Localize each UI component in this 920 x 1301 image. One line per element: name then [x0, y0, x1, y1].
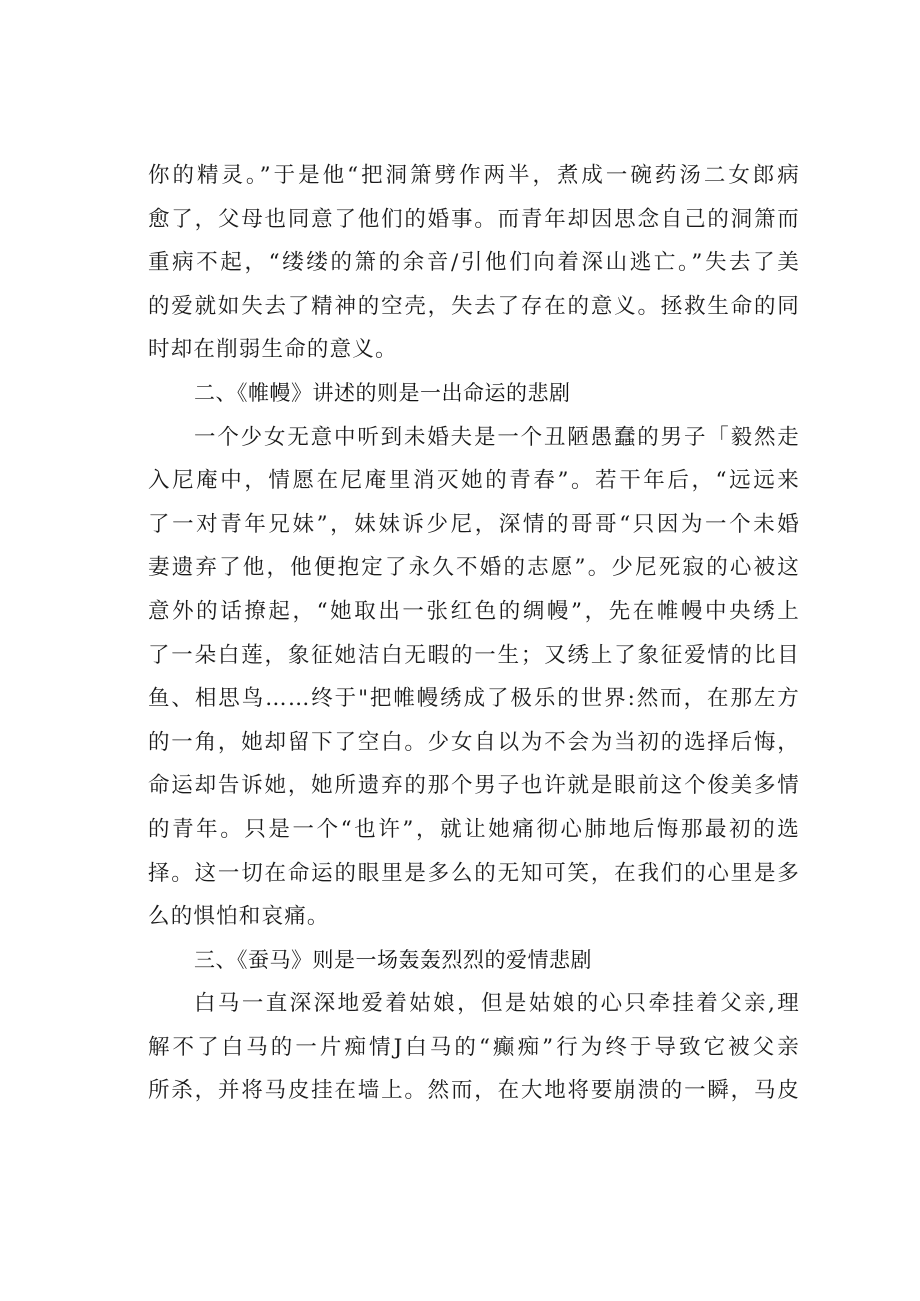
text-line-22: 所杀，并将马皮挂在墙上。然而，在大地将要崩溃的一瞬，马皮	[148, 1078, 800, 1104]
text-line-3: 重病不起，“缕缕的箫的余音/引他们向着深山逃亡。”失去了美	[148, 250, 800, 276]
text-line-9: 了一对青年兄妹”，妹妹诉少尼，深情的哥哥“只因为一个未婚	[148, 511, 800, 537]
text-line-20: 白马一直深深地爱着姑娘，但是姑娘的心只牵挂着父亲,理	[194, 991, 800, 1017]
text-line-8: 入尼庵中，情愿在尼庵里消灭她的青春”。若干年后，“远远来	[148, 468, 800, 494]
document-body	[148, 154, 800, 1113]
text-line-16: 的青年。只是一个“也许”，就让她痛彻心肺地后悔那最初的选	[148, 816, 800, 842]
text-line-21: 解不了白马的一片痴情J白马的“癫痴”行为终于导致它被父亲	[148, 1034, 800, 1060]
section-heading-2: 二、《帷幔》讲述的则是一出命运的悲剧	[194, 380, 571, 405]
text-line-7: 一个少女无意中听到未婚夫是一个丑陋愚蠢的男子「毅然走	[194, 424, 800, 450]
text-line-15: 命运却告诉她，她所遗弃的那个男子也许就是眼前这个俊美多情	[148, 773, 800, 799]
text-line-17: 择。这一切在命运的眼里是多么的无知可笑，在我们的心里是多	[148, 860, 800, 886]
text-line-2: 愈了，父母也同意了他们的婚事。而青年却因思念自己的洞箫而	[148, 206, 800, 232]
text-line-14: 的一角，她却留下了空白。少女自以为不会为当初的选择后悔，	[148, 729, 800, 755]
section-heading-3: 三、《蚕马》则是一场轰轰烈烈的爱情悲剧	[194, 947, 592, 972]
text-line-1: 你的精灵。”于是他“把洞箫劈作两半，煮成一碗药汤二女郎病	[148, 163, 800, 188]
text-line-10: 妻遗弃了他，他便抱定了永久不婚的志愿”。少尼死寂的心被这	[148, 555, 800, 581]
text-line-18: 么的惧怕和哀痛。	[148, 904, 330, 930]
text-line-11: 意外的话撩起，“她取出一张红色的绸幔”，先在帷幔中央绣上	[148, 598, 800, 624]
text-line-13: 鱼、相思鸟……终于"把帷幔绣成了极乐的世界:然而，在那左方	[148, 686, 800, 712]
text-line-5: 时却在削弱生命的意义。	[148, 337, 398, 363]
text-line-4: 的爱就如失去了精神的空壳，失去了存在的意义。拯救生命的同	[148, 293, 800, 319]
text-line-12: 了一朵白莲，象征她洁白无暇的一生；又绣上了象征爱情的比目	[148, 642, 800, 668]
